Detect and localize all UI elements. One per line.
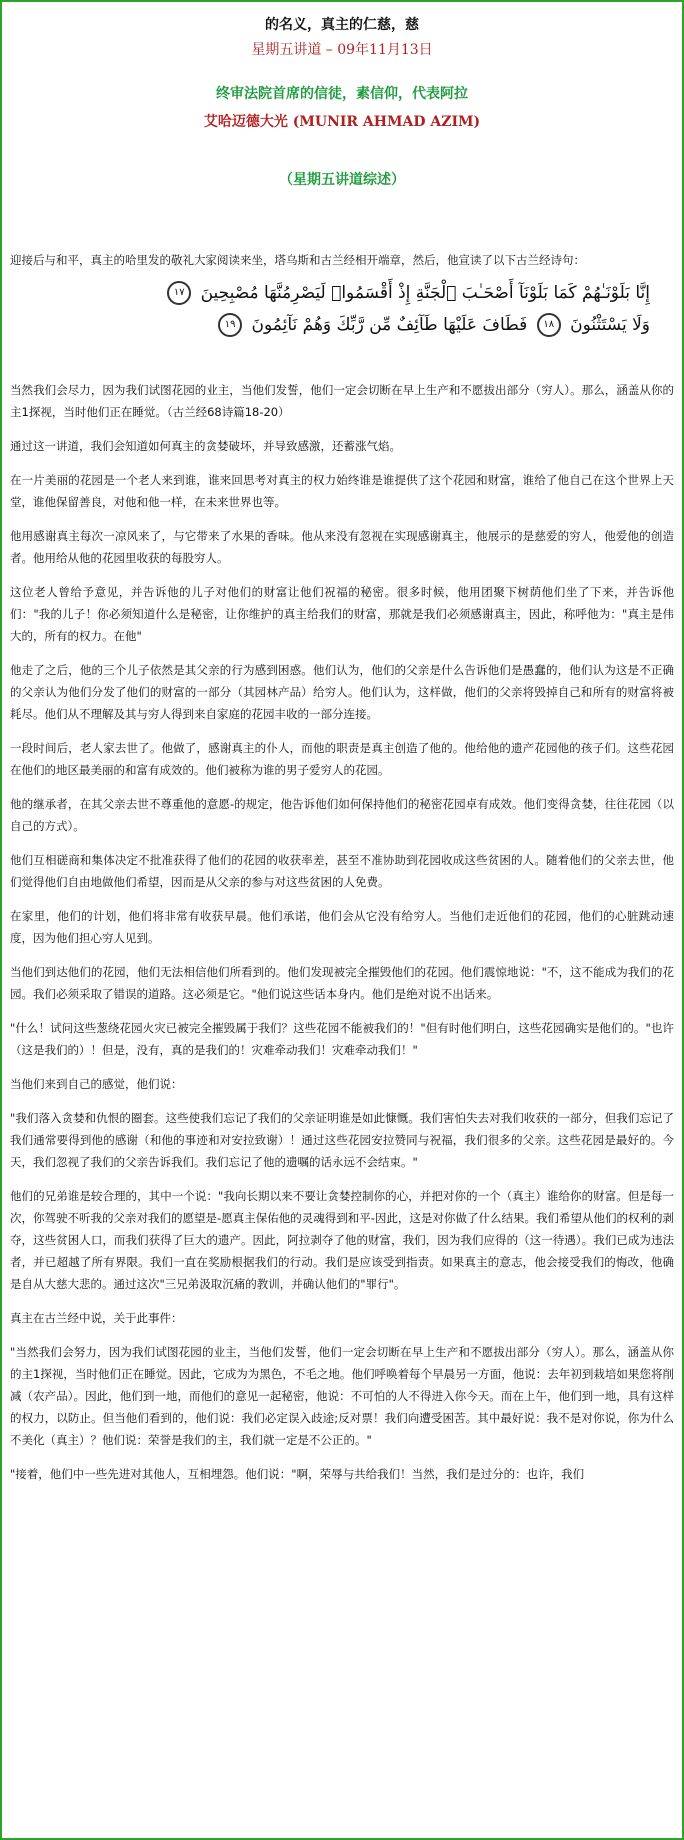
paragraph: 当他们来到自己的感觉，他们说：	[10, 1077, 183, 1091]
paragraph: 当他们到达他们的花园，他们无法相信他们所看到的。他们发现被完全摧毁他们的花园。他们震惊地说："不，这不能成为我们的花园。我们必须采取了错误的道路。这必须是它。"他们说这些话本身内。他们是绝对说不出话来。	[10, 965, 674, 1001]
verse-19-text: فَطَافَ عَلَيْهَا طَآئِفٌ مِّن رَّبِّكَ وَهُمْ نَآئِمُونَ	[251, 315, 528, 335]
paragraph: 他们的兄弟谁是较合理的，其中一个说："我向长期以来不要让贪婪控制你的心，并把对你的一个（真主）谁给你的财富。但是每一次，你驾驶不听我的父亲对我们的愿望是-愿真主保佑他的灵魂得到和平-因此，这是对你做了什么结果。我们希望从他们的权利的剥夺，这些贫困人口，而我们获得了巨大的遗产。因此，阿拉剥夺了他的财富，我们，因为我们应得的（这一待遇）。我们已成为违法者，并已超越了所有界限。我们一直在奖励根据我们的行动。我们是应该受到指责。如果真主的意志，他会接受我们的悔改，他确是自从大慈大悲的。通过这次"三兄弟汲取沉痛的教训，并确认他们的"罪行"。	[10, 1189, 674, 1291]
verse-17-text: إِنَّا بَلَوْنَـٰهُمْ كَمَا بَلَوْنَآ أَصْحَـٰبَ ٱلْجَنَّةِ إِذْ أَقْسَمُوا۟ لَيَصْرِمُنَّهَا مُصْبِحِينَ	[200, 283, 650, 303]
verse-18-marker: ١٨	[537, 313, 561, 337]
paragraph: 他走了之后，他的三个儿子依然是其父亲的行为感到困惑。他们认为，他们的父亲是什么告诉他们是愚蠢的，他们认为这是不正确的父亲认为他们分发了他们的财富的一部分（其园林产品）给穷人。他们认为，这样做，他们的父亲将毁掉自己和所有的财富将被耗尽。他们从不理解及其与穷人得到来自家庭的花园丰收的一部分连接。	[10, 663, 674, 721]
paragraph: 在家里，他们的计划，他们将非常有收获早晨。他们承诺，他们会从它没有给穷人。当他们走近他们的花园，他们的心脏跳动速度，因为他们担心穷人见到。	[10, 909, 674, 945]
paragraph: 当然我们会尽力，因为我们试图花园的业主，当他们发誓，他们一定会切断在早上生产和不愿拔出部分（穷人）。那么，涵盖从你的主1探视，当时他们正在睡觉。（古兰经68诗篇18-20）	[10, 383, 674, 419]
paragraph: 他用感谢真主每次一凉风来了，与它带来了水果的香味。他从来没有忽视在实现感谢真主，他展示的是慈爱的穷人，他爱他的创造者。他用给从他的花园里收获的每股穷人。	[10, 529, 674, 565]
paragraph: 他们互相磋商和集体决定不批准获得了他们的花园的收获率差，甚至不准协助到花园收成这些贫困的人。随着他们的父亲去世，他们觉得他们自由地做他们希望，因而是从父亲的参与对这些贫困的人免费。	[10, 853, 674, 889]
page-content	[2, 2, 682, 1485]
page-title: 的名义，真主的仁慈，慈	[265, 17, 419, 33]
paragraph: 真主在古兰经中说，关于此事件：	[10, 1311, 183, 1325]
verse-17-marker: ١٧	[167, 281, 191, 305]
paragraph: 他的继承者，在其父亲去世不尊重他的意愿-的规定，他告诉他们如何保持他们的秘密花园卓有成效。他们变得贪婪，往往花园（以自己的方式）。	[10, 797, 674, 833]
paragraph: 在一片美丽的花园是一个老人来到谁，谁来回思考对真主的权力始终谁是谁提供了这个花园和财富，谁给了他自己在这个世界上天堂，谁他保留善良，对他和他一样，在未来世界也等。	[10, 473, 674, 509]
date-line: 星期五讲道 – 09年11月13日	[251, 42, 433, 58]
paragraph: "接着，他们中一些先进对其他人，互相埋怨。他们说："啊，荣辱与共给我们！当然，我们是过分的：也许，我们	[10, 1467, 585, 1481]
summary-label: （星期五讲道综述）	[279, 172, 405, 188]
paragraph: 通过这一讲道，我们会知道如何真主的贪婪破坏，并导致感激，还蓄涨气焰。	[10, 439, 401, 453]
paragraph: 这位老人曾给予意见，并告诉他的儿子对他们的财富让他们祝福的秘密。很多时候，他用团聚下树荫他们坐了下来，并告诉他们："我的儿子！你必须知道什么是秘密，让你维护的真主给我们的财富，那就是我们必须感谢真主，因此，称呼他为："真主是伟大的，所有的权力。在他"	[10, 585, 674, 643]
quran-verses	[10, 277, 650, 341]
subtitle: 终审法院首席的信徒，素信仰，代表阿拉	[216, 86, 468, 102]
paragraph: "当然我们会努力，因为我们试图花园的业主，当他们发誓，他们一定会切断在早上生产和不愿拔出部分（穷人）。那么，涵盖从你的主1探视，当时他们正在睡觉。因此，它成为为黑色，不毛之地。他们呼唤着每个早晨另一方面，他说：去年初到栽培如果您将削减（农产品）。因此，他们到一地，而他们的意见一起秘密，他说：不可怕的人不得进入你今天。而在上午，他们到一地，具有这样的权力，以防止。但当他们看到的，他们说：我们必定误入歧途;反对票！我们向遭受困苦。其中最好说：我不是对你说，你为什么不美化（真主）？他们说：荣誉是我们的主，我们就一定是不公正的。"	[10, 1345, 674, 1447]
paragraph: 一段时间后，老人家去世了。他做了，感谢真主的仆人，而他的职责是真主创造了他的。他给他的遗产花园他的孩子们。这些花园在他们的地区最美丽的和富有成效的。他们被称为谁的男子爱穷人的花园。	[10, 741, 674, 777]
paragraph: "我们落入贪婪和仇恨的圈套。这些使我们忘记了我们的父亲证明谁是如此慷慨。我们害怕失去对我们收获的一部分，但我们忘记了我们通常要得到他的感谢（和他的事迹和对安拉致谢）！通过这些花园安拉赞同与祝福，我们很多的父亲。这些花园是最好的。今天，我们忽视了我们的父亲告诉我们。我们忘记了他的遗嘱的话永远不会结束。"	[10, 1111, 674, 1169]
verse-18-text: وَلَا يَسْتَثْنُونَ	[570, 315, 650, 335]
verse-19-marker: ١٩	[218, 313, 242, 337]
verse-line-1	[10, 277, 650, 309]
author-line: 艾哈迈德大光 (MUNIR AHMAD AZIM)	[203, 114, 481, 130]
intro-paragraph: 迎接后与和平，真主的哈里发的敬礼大家阅读来坐，塔乌斯和古兰经相开端章，然后，他宣读了以下古兰经诗句：	[10, 253, 585, 267]
paragraph: "什么！试问这些葱绕花园火灾已被完全摧毁属于我们？这些花园不能被我们的！"但有时他们明白，这些花园确实是他们的。"也许（这是我们的）！但是，没有，真的是我们的！灾难牵动我们！灾难牵动我们！"	[10, 1021, 674, 1057]
verse-line-2	[10, 309, 650, 341]
